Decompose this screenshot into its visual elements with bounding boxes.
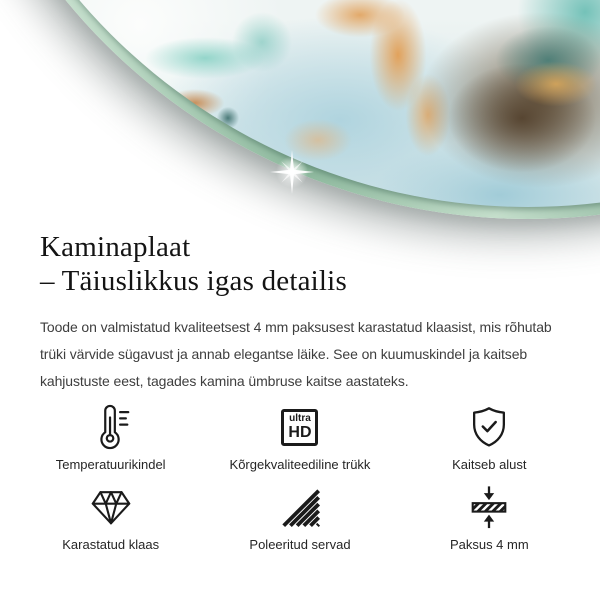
feature-label: Paksus 4 mm <box>449 537 529 552</box>
page-title-line1: Kaminaplaat <box>40 231 191 263</box>
thermometer-icon <box>88 402 134 452</box>
product-hero-image <box>0 0 600 232</box>
feature-label: Temperatuurikindel <box>55 457 166 472</box>
shield-check-icon <box>466 402 512 452</box>
feature-grid <box>16 402 584 562</box>
feature-label: Kõrgekvaliteediline trükk <box>229 457 371 472</box>
feature-label: Kaitseb alust <box>452 457 527 472</box>
feature-item-print-quality <box>205 402 394 482</box>
sparkle-highlight <box>268 148 316 196</box>
thickness-icon <box>466 482 512 532</box>
diamond-icon <box>88 482 134 532</box>
feature-item-protects-base <box>395 402 584 482</box>
product-description: Toode on valmistatud kvaliteetsest 4 mm paksusest karastatud klaasist, mis rõhutab trüki värvide sügavust ja annab elegantse läike. See on kuumuskindel ja kaitseb kahjustuste eest, tagades kamina ümbruse kaitse aastateks. <box>40 319 552 389</box>
feature-item-polished-edges <box>205 482 394 562</box>
page-title-line2: – Täiuslikkus igas detailis <box>40 265 347 297</box>
feature-label: Poleeritud servad <box>249 537 351 552</box>
ultra-hd-icon <box>281 402 318 452</box>
feature-item-thickness <box>395 482 584 562</box>
ultra-hd-badge-bottom-text: HD <box>288 424 312 441</box>
ultra-hd-badge <box>281 409 318 446</box>
ultra-hd-badge-top-text: ultra <box>289 413 311 424</box>
feature-item-tempered-glass <box>16 482 205 562</box>
feature-item-temperature <box>16 402 205 482</box>
feature-label: Karastatud klaas <box>62 537 160 552</box>
page-title <box>40 230 347 298</box>
polished-edges-icon <box>277 482 323 532</box>
